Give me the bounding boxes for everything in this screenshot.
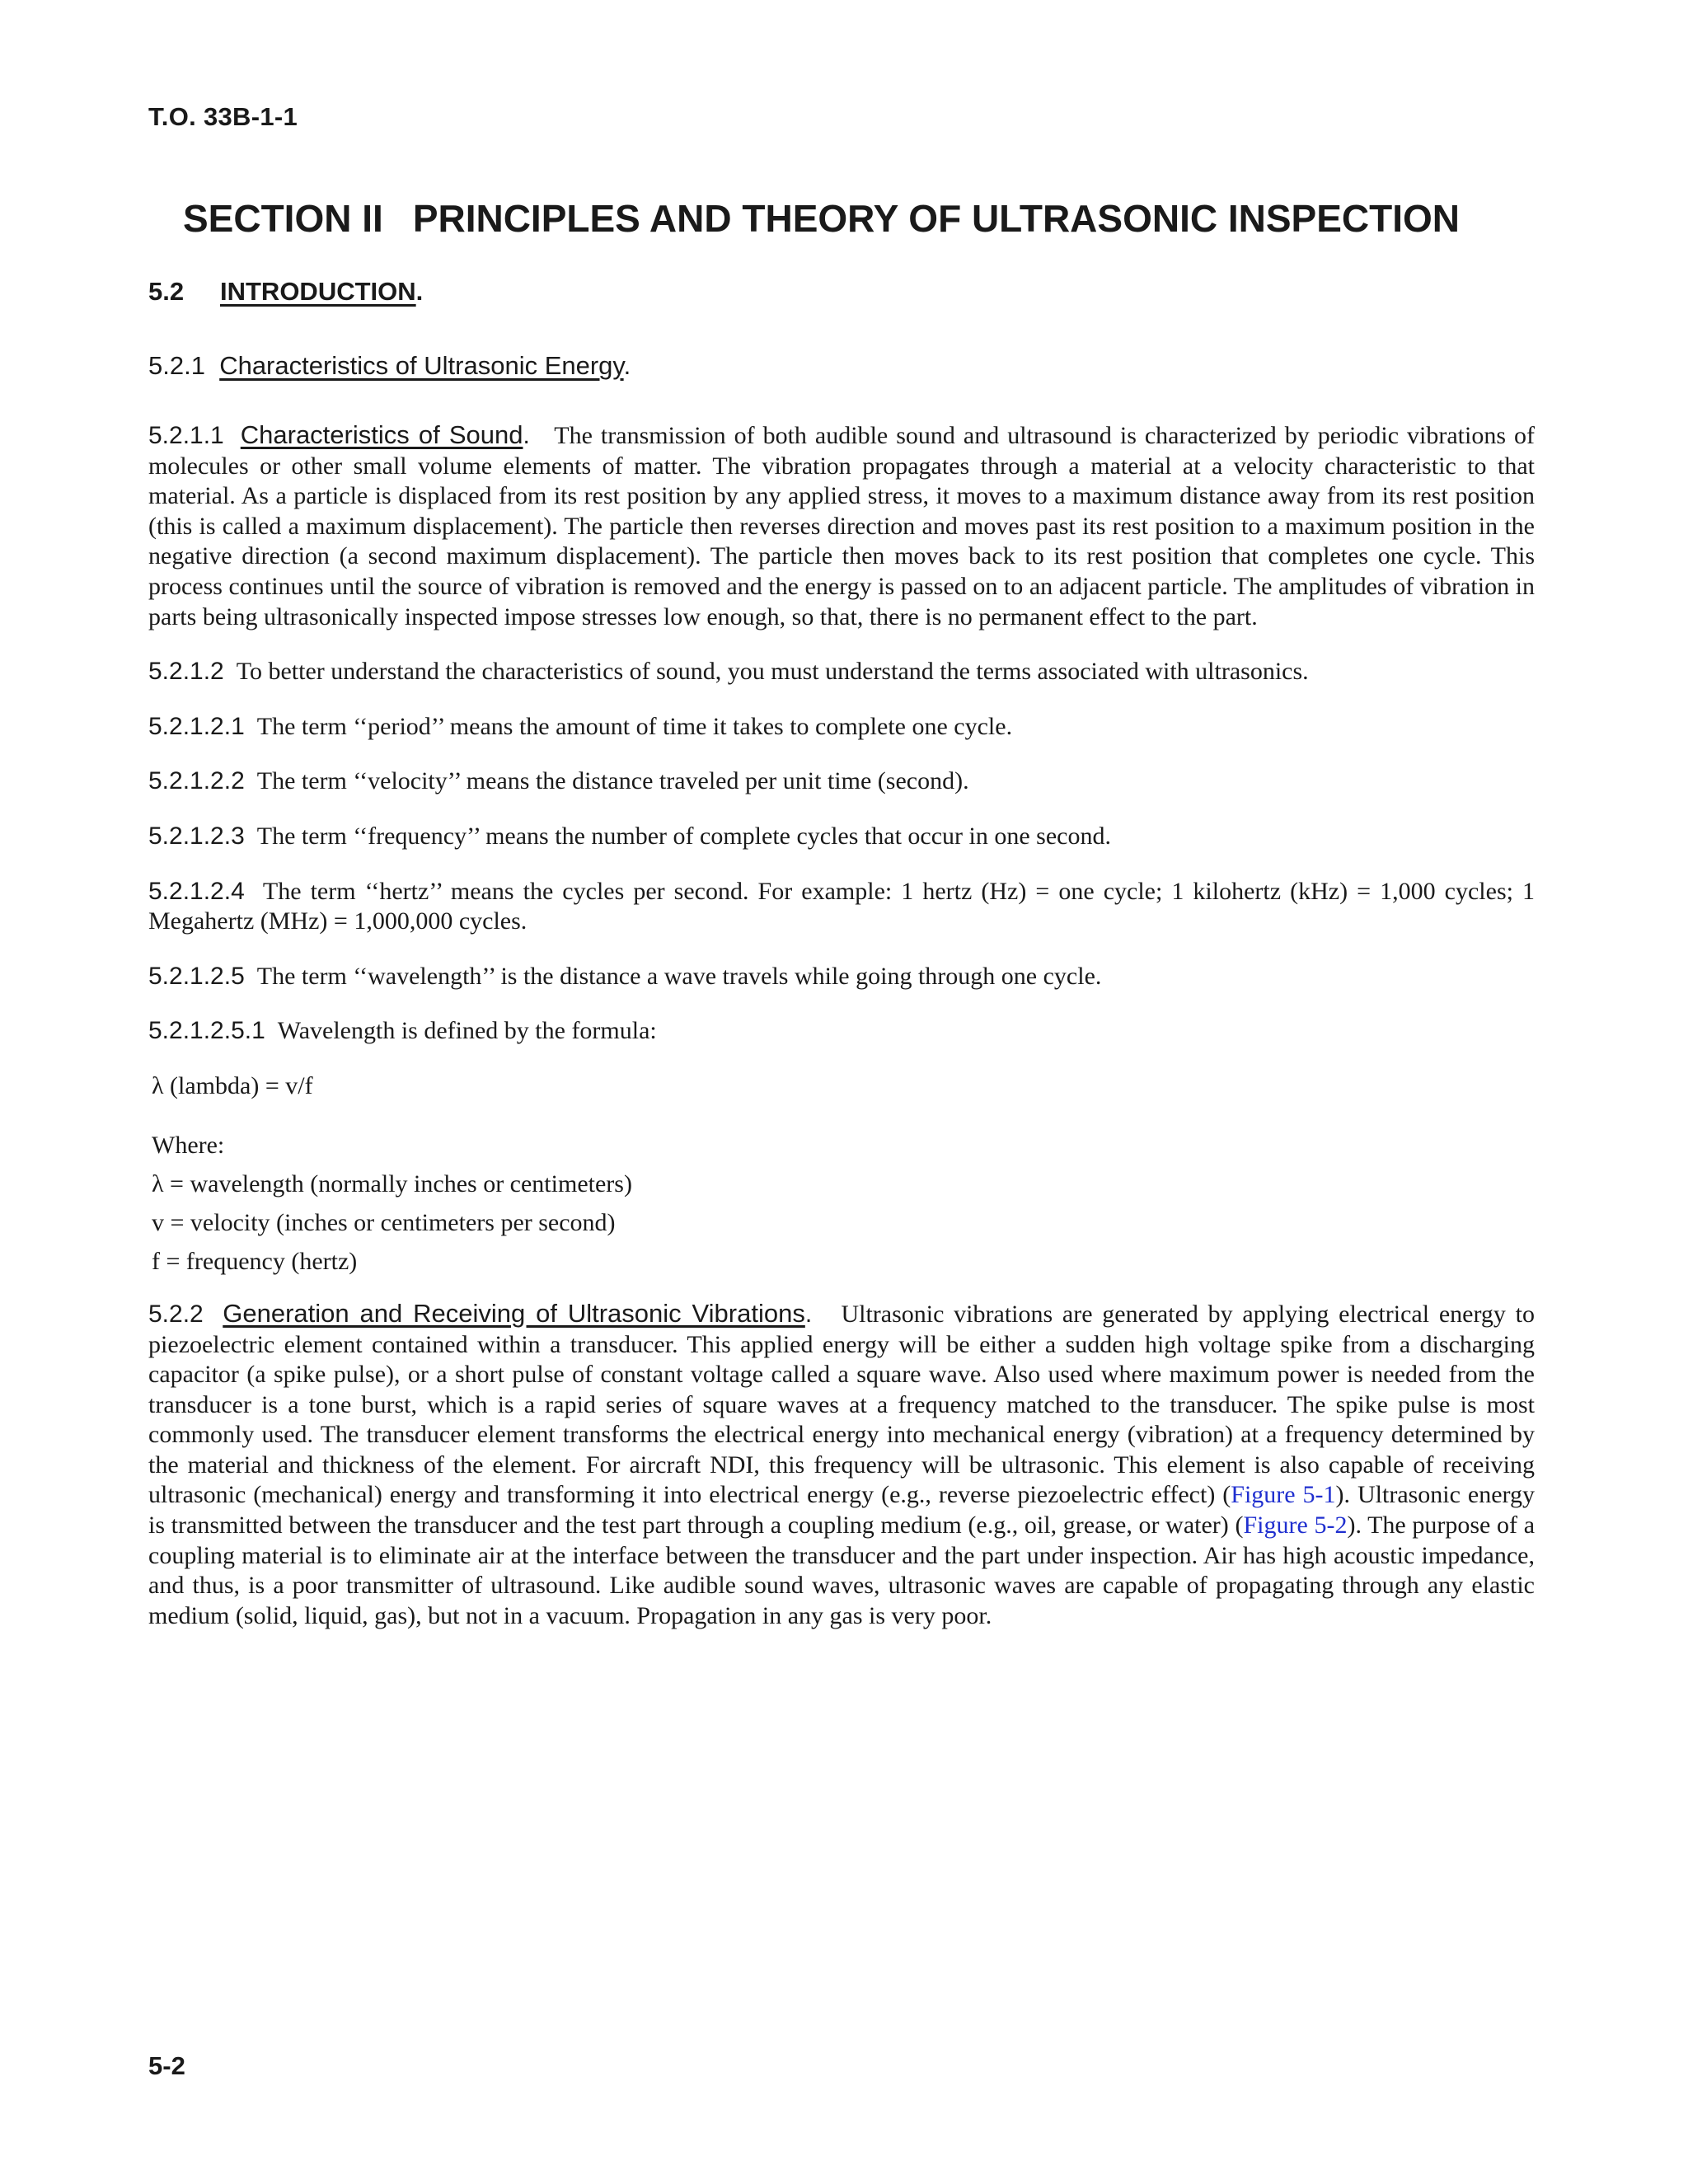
paragraph-text: Wavelength is defined by the formula: xyxy=(277,1017,657,1045)
paragraph-text: The term ‘‘velocity’’ means the distance traveled per unit time (second). xyxy=(256,767,969,795)
link-figure-5-2[interactable]: Figure 5-2 xyxy=(1243,1511,1348,1540)
heading-characteristics-ultrasonic-energy: 5.2.1 Characteristics of Ultrasonic Energy. xyxy=(148,351,631,380)
paragraph-text: The transmission of both audible sound and ultrasound is characterized by periodic vibrations of molecules or other small volume elements of matter. The vibration propagates through a material at a velocity characteristic to that material. As a particle is displaced from its rest position by any applied stress, it moves to a maximum distance away from its rest position (this is called a maximum displacement). The particle then reverses direction and moves past its rest position to a maximum position in the negative direction (a second maximum displacement). The particle then moves back to its rest position that completes one cycle. This process continues until the source of vibration is removed and the energy is passed on to an adjacent particle. The amplitudes of vibration in parts being ultrasonically inspected impose stresses low enough, so that, there is no permanent effect to the part. xyxy=(148,422,1535,630)
paragraph-term-wavelength xyxy=(148,962,1535,992)
formula-definitions xyxy=(152,1126,1535,1281)
paragraph-term-hertz xyxy=(148,877,1535,937)
paragraph-5-2-2: 5.2.2 Generation and Receiving of Ultrasonic Vibrations. Ultrasonic vibrations are generated by applying electrical energy to piezoelectric element contained within a transducer. This applied energy will be either a sudden high voltage spike from a discharging capacitor (a spike pulse), or a short pulse of constant voltage called a square wave. Also used where maximum power is needed from the transducer is a tone burst, which is a rapid series of square waves at a frequency matched to the transducer. The spike pulse is most commonly used. The transducer element transforms the electrical energy into mechanical energy (vibration) at a frequency determined by the material and thickness of the element. For aircraft NDI, this frequency will be ultrasonic. This element is also capable of receiving ultrasonic (mechanical) energy and transforming it into electrical energy (e.g., reverse piezoelectric effect) (Figure 5-1). Ultrasonic energy is transmitted between the transducer and the test part through a coupling medium (e.g., oil, grease, or water) (Figure 5-2). The purpose of a coupling material is to eliminate air at the interface between the transducer and the part under inspection. Air has high acoustic impedance, and thus, is a poor transmitter of ultrasound. Like audible sound waves, ultrasonic waves are capable of propagating through any elastic medium (solid, liquid, gas), but not in a vacuum. Propagation in any gas is very poor. xyxy=(148,1298,1536,1629)
heading-number: 5.2.1 xyxy=(148,351,205,380)
heading-title: Characteristics of Ultrasonic Energy xyxy=(219,351,624,380)
paragraph-5-2-1-1: 5.2.1.1 Characteristics of Sound. The transmission of both audible sound and ultrasound is characterized by periodic vibrations of molecules or other small volume elements of matter. The vibration propagates through a material at a velocity characteristic to that material. As a particle is displaced from its rest position by any applied stress, it moves to a maximum distance away from its rest position (this is called a maximum displacement). The particle then reverses direction and moves past its rest position to a maximum position in the negative direction (a second maximum displacement). The particle then moves back to its rest position that completes one cycle. This process continues until the source of vibration is removed and the energy is passed on to an adjacent particle. The amplitudes of vibration in parts being ultrasonically inspected impose stresses low enough, so that, there is no permanent effect to the part. xyxy=(148,420,1535,630)
paragraph-number: 5.2.1.2.1 xyxy=(148,712,245,740)
wavelength-formula: λ (lambda) = v/f xyxy=(152,1071,313,1099)
section-title-text: PRINCIPLES AND THEORY OF ULTRASONIC INSPECTION xyxy=(412,197,1461,240)
paragraph-number: 5.2.1.2 xyxy=(148,658,224,686)
paragraph-wavelength-formula-intro xyxy=(148,1016,1535,1047)
heading-number: 5.2 xyxy=(148,277,185,306)
paragraph-text: The term ‘‘wavelength’’ is the distance a wave travels while going through one cycle. xyxy=(256,962,1102,990)
paragraph-text: The term ‘‘frequency’’ means the number of complete cycles that occur in one second. xyxy=(256,822,1111,850)
paragraph-number: 5.2.1.2.3 xyxy=(148,822,245,850)
paragraph-number: 5.2.1.2.5 xyxy=(148,962,245,990)
heading-title: INTRODUCTION xyxy=(220,277,416,306)
paragraph-heading: Characteristics of Sound xyxy=(240,420,523,449)
paragraph-term-velocity xyxy=(148,766,1535,797)
where-label: Where: xyxy=(152,1131,225,1159)
section-label: SECTION II xyxy=(183,197,383,240)
paragraph-number: 5.2.1.2.5.1 xyxy=(148,1017,265,1045)
paragraph-number: 5.2.1.2.2 xyxy=(148,767,245,795)
link-figure-5-1[interactable]: Figure 5-1 xyxy=(1231,1481,1336,1509)
definition-velocity: v = velocity (inches or centimeters per second) xyxy=(152,1208,616,1236)
page-body xyxy=(148,277,1535,1656)
definition-frequency: f = frequency (hertz) xyxy=(152,1247,358,1275)
paragraph-text: ). Ultrasonic energy is transmitted between the transducer and the test part through a coupling medium (e.g., oil, grease, or water) ( xyxy=(148,1481,1535,1540)
definition-lambda: λ = wavelength (normally inches or centimeters) xyxy=(152,1169,632,1197)
paragraph-text: The term ‘‘period’’ means the amount of time it takes to complete one cycle. xyxy=(256,712,1013,740)
page-number: 5-2 xyxy=(148,2051,185,2080)
paragraph-5-2-1-2 xyxy=(148,657,1535,687)
paragraph-text: To better understand the characteristics of sound, you must understand the terms associated with ultrasonics. xyxy=(236,658,1309,686)
heading-introduction: 5.2 INTRODUCTION. xyxy=(148,277,424,306)
paragraph-text: Ultrasonic vibrations are generated by applying electrical energy to piezoelectric element contained within a transducer. This applied energy will be either a sudden high voltage spike from a discharging capacitor (a spike pulse), or a short pulse of constant voltage called a square wave. Also used where maximum power is needed from the transducer is a tone burst, which is a rapid series of square waves at a frequency matched to the transducer. The spike pulse is most commonly used. The transducer element transforms the electrical energy into mechanical energy (vibration) at a frequency determined by the material and thickness of the element. For aircraft NDI, this frequency will be ultrasonic. This element is also capable of receiving ultrasonic (mechanical) energy and transforming it into electrical energy (e.g., reverse piezoelectric effect) ( xyxy=(148,1300,1536,1509)
section-title xyxy=(183,196,1460,241)
paragraph-term-period xyxy=(148,712,1535,743)
paragraph-text: The term ‘‘hertz’’ means the cycles per second. For example: 1 hertz (Hz) = one cycle; 1 kilohertz (kHz) = 1,000 cycles; 1 Megahertz (MHz) = 1,000,000 cycles. xyxy=(148,877,1536,935)
paragraph-number: 5.2.2 xyxy=(148,1300,204,1328)
paragraph-number: 5.2.1.2.4 xyxy=(148,877,245,905)
paragraph-number: 5.2.1.1 xyxy=(148,422,224,449)
paragraph-heading: Generation and Receiving of Ultrasonic Vibrations xyxy=(223,1298,805,1328)
paragraph-term-frequency xyxy=(148,822,1535,852)
document-code: T.O. 33B-1-1 xyxy=(148,102,298,131)
paragraph-text: ). The purpose of a coupling material is to eliminate air at the interface between the transducer and the part under inspection. Air has high acoustic impedance, and thus, is a poor transmitter of ultrasound. Like audible sound waves, ultrasonic waves are capable of propagating through any elastic medium (solid, liquid, gas), but not in a vacuum. Propagation in any gas is very poor. xyxy=(148,1511,1536,1629)
